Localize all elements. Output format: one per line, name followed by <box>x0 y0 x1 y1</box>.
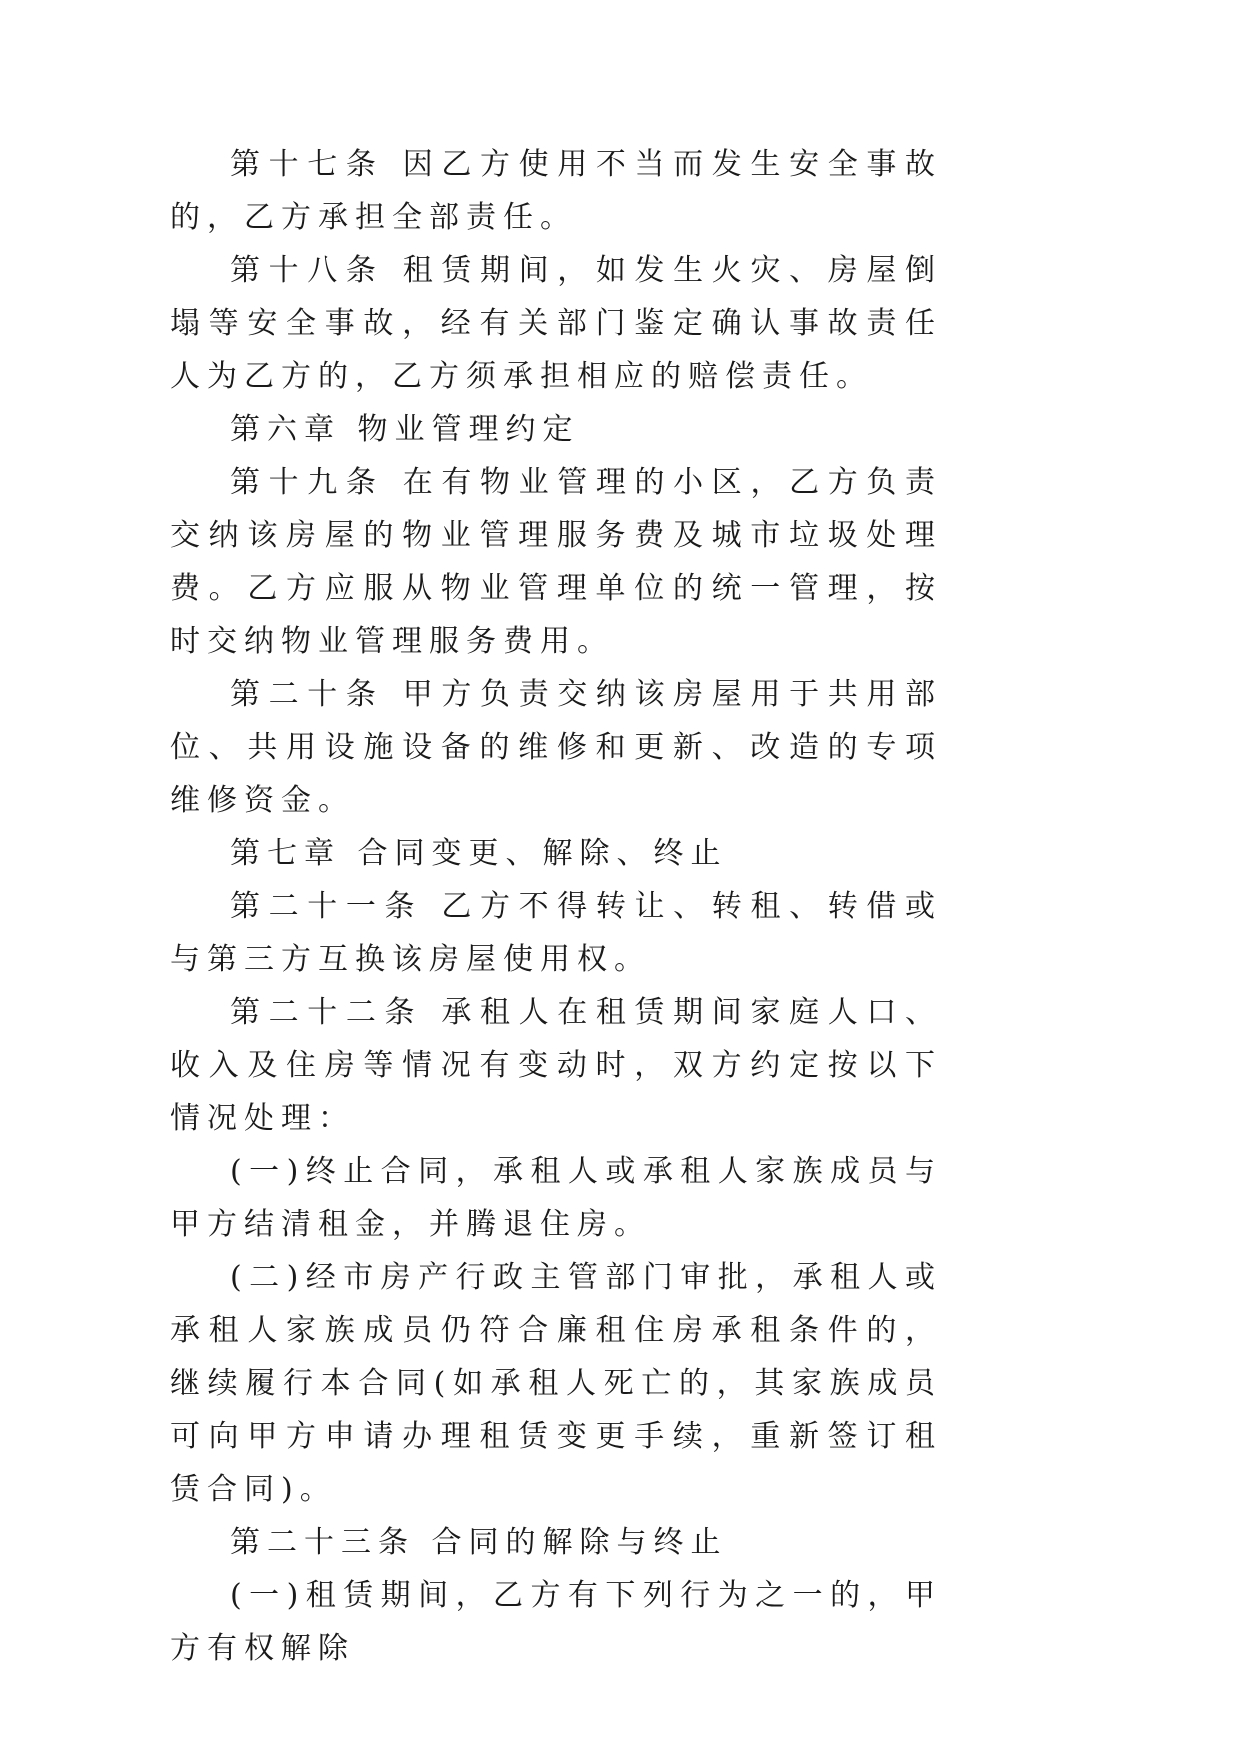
article-23-item-1: (一)租赁期间，乙方有下列行为之一的，甲方有权解除 <box>170 1578 942 1666</box>
article-22-item-1: (一)终止合同，承租人或承租人家族成员与甲方结清租金，并腾退住房。 <box>170 1154 942 1242</box>
article-19-paragraph: 第十九条 在有物业管理的小区，乙方负责交纳该房屋的物业管理服务费及城市垃圾处理费。乙方应服从物业管理单位的统一管理，按时交纳物业管理服务费用。 <box>170 465 942 659</box>
article-22-item-2: (二)经市房产行政主管部门审批，承租人或承租人家族成员仍符合廉租住房承租条件的，继续履行本合同(如承租人死亡的，其家族成员可向甲方申请办理租赁变更手续，重新签订租赁合同)。 <box>170 1260 942 1507</box>
article-18-paragraph: 第十八条 租赁期间，如发生火灾、房屋倒塌等安全事故，经有关部门鉴定确认事故责任人为乙方的，乙方须承担相应的赔偿责任。 <box>170 253 942 394</box>
chapter-6-heading: 第六章 物业管理约定 <box>230 412 580 447</box>
chapter-7-heading: 第七章 合同变更、解除、终止 <box>230 836 728 871</box>
article-20-paragraph: 第二十条 甲方负责交纳该房屋用于共用部位、共用设施设备的维修和更新、改造的专项维修资金。 <box>170 677 942 818</box>
article-21-paragraph: 第二十一条 乙方不得转让、转租、转借或与第三方互换该房屋使用权。 <box>170 889 942 977</box>
article-22-paragraph: 第二十二条 承租人在租赁期间家庭人口、收入及住房等情况有变动时，双方约定按以下情况处理： <box>170 995 942 1136</box>
document-body <box>170 138 942 1675</box>
article-23-heading: 第二十三条 合同的解除与终止 <box>230 1525 728 1560</box>
article-17-paragraph: 第十七条 因乙方使用不当而发生安全事故的，乙方承担全部责任。 <box>170 147 942 235</box>
